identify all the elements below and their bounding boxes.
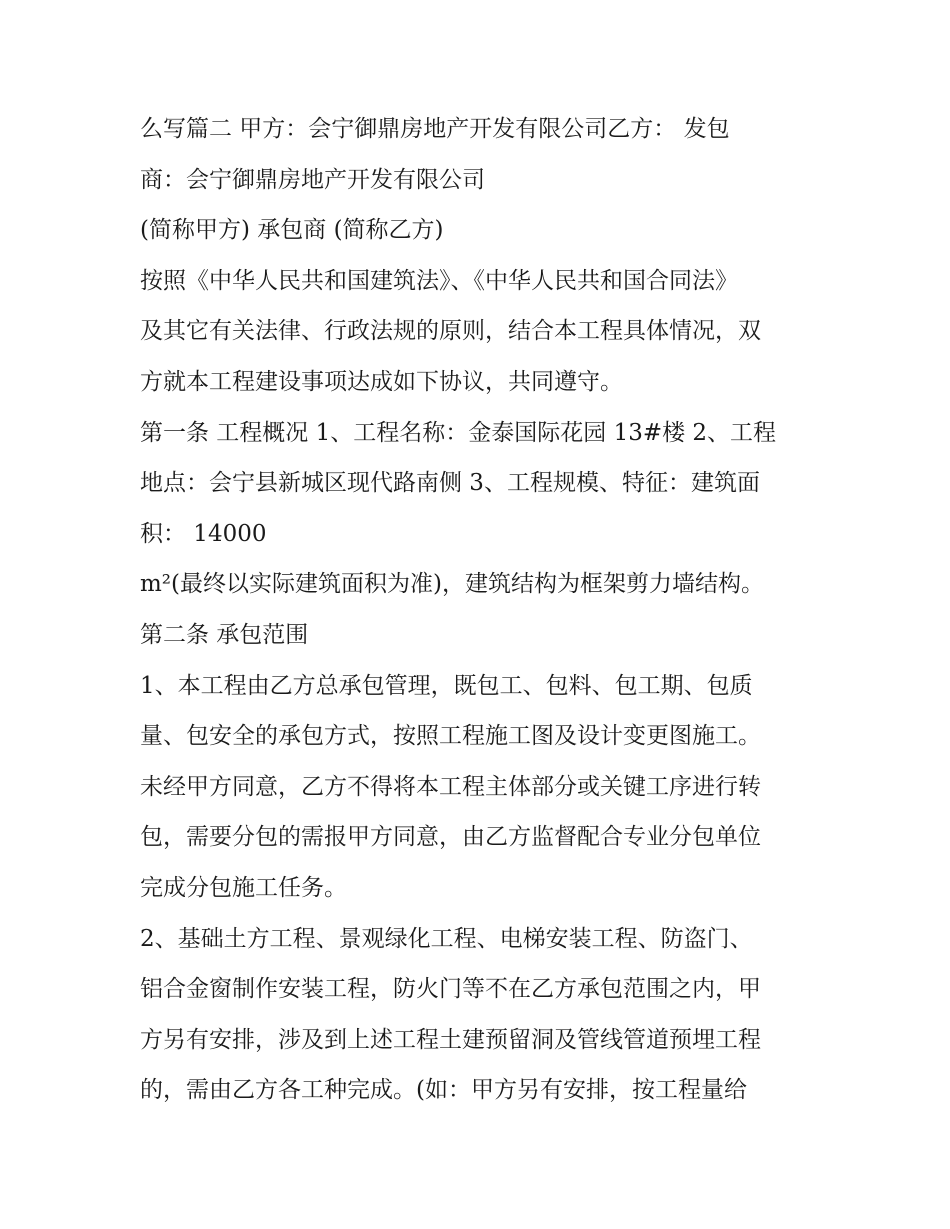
text-line: 1、本工程由乙方总承包管理，既包工、包料、包工期、包质 <box>140 672 753 699</box>
text-line: 按照《中华人民共和国建筑法》、《中华人民共和国合同法》 <box>140 267 738 294</box>
text-line: 的，需由乙方各工种完成。(如：甲方另有安排，按工程量给 <box>140 1077 747 1104</box>
text-line: 包，需要分包的需报甲方同意，由乙方监督配合专业分包单位 <box>140 824 761 851</box>
text-line: (简称甲方) 承包商 (简称乙方) <box>140 217 444 244</box>
text-line: 商：会宁御鼎房地产开发有限公司 <box>140 166 485 193</box>
text-line: 铝合金窗制作安装工程，防火门等不在乙方承包范围之内，甲 <box>140 976 761 1003</box>
text-line: 第一条 工程概况 1、工程名称：金泰国际花园 13#楼 2、工程 <box>140 419 777 446</box>
text-line: 第二条 承包范围 <box>140 621 309 648</box>
text-line: 么写篇二 甲方：会宁御鼎房地产开发有限公司乙方： 发包 <box>140 116 730 142</box>
text-line: 方就本工程建设事项达成如下协议，共同遵守。 <box>140 368 623 395</box>
text-line: m²(最终以实际建筑面积为准)，建筑结构为框架剪力墙结构。 <box>140 571 764 598</box>
text-line: 量、包安全的承包方式，按照工程施工图及设计变更图施工。 <box>140 723 761 750</box>
text-line: 积： 14000 <box>140 520 267 547</box>
text-line: 未经甲方同意，乙方不得将本工程主体部分或关键工序进行转 <box>140 773 761 800</box>
text-line: 2、基础土方工程、景观绿化工程、电梯安装工程、防盗门、 <box>140 925 753 952</box>
text-line: 方另有安排，涉及到上述工程土建预留洞及管线管道预埋工程 <box>140 1026 761 1053</box>
text-line: 完成分包施工任务。 <box>140 874 347 901</box>
document-body <box>140 104 820 1116</box>
text-line: 及其它有关法律、行政法规的原则，结合本工程具体情况，双 <box>140 318 761 345</box>
text-line: 地点：会宁县新城区现代路南侧 3、工程规模、特征：建筑面 <box>140 470 760 497</box>
